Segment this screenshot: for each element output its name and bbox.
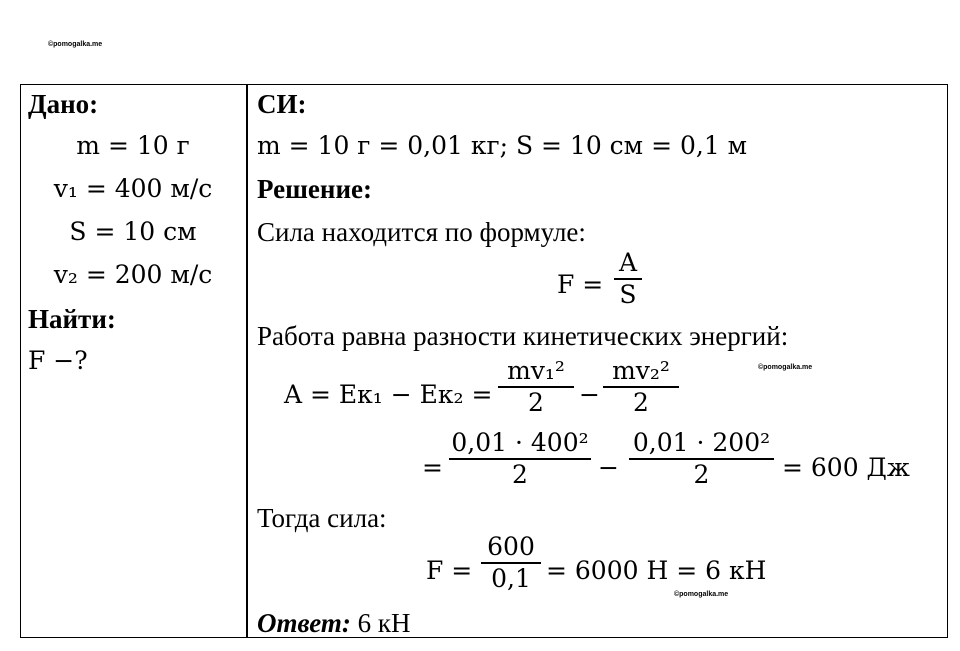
work-fraction-1-denominator: 2 bbox=[528, 388, 544, 417]
force-formula-lhs: F = bbox=[557, 270, 604, 299]
force-formula-fraction bbox=[614, 248, 642, 310]
work-fraction-1-numerator: mv₁² bbox=[507, 356, 565, 385]
force-formula-intro: Сила находится по формуле: bbox=[257, 217, 586, 247]
work-calc-fraction-1 bbox=[449, 428, 591, 490]
work-intro: Работа равна разности кинетических энергий: bbox=[257, 321, 789, 351]
answer-line bbox=[257, 610, 410, 637]
then-force-intro: Тогда сила: bbox=[257, 503, 387, 533]
watermark-bottom: ©pomogalka.me bbox=[674, 591, 729, 598]
final-force-result: = 6000 Н = 6 кН bbox=[546, 556, 767, 585]
work-fraction-2-denominator: 2 bbox=[633, 388, 649, 417]
solution-heading: Решение: bbox=[257, 174, 372, 204]
si-conversion: m = 10 г = 0,01 кг; S = 10 см = 0,1 м bbox=[257, 131, 748, 160]
final-force-numerator: 600 bbox=[487, 532, 535, 561]
work-calc-fraction-2-denominator: 2 bbox=[693, 460, 710, 489]
given-mass: m = 10 г bbox=[76, 131, 190, 160]
column-divider bbox=[246, 84, 248, 638]
final-force-fraction bbox=[481, 532, 541, 594]
force-formula-numerator: A bbox=[618, 248, 638, 277]
work-calc-fraction-2-numerator: 0,01 · 200² bbox=[632, 428, 771, 457]
work-fraction-1 bbox=[498, 356, 574, 418]
si-heading: СИ: bbox=[257, 89, 307, 119]
given-v1: v₁ = 400 м/с bbox=[53, 174, 213, 203]
work-calc-fraction-1-denominator: 2 bbox=[512, 460, 528, 489]
work-calc-eq: = bbox=[422, 453, 443, 482]
final-force-lhs: F = bbox=[426, 556, 473, 585]
work-formula-lhs: A = Eк₁ − Eк₂ = bbox=[284, 380, 493, 409]
given-v2: v₂ = 200 м/с bbox=[53, 260, 213, 289]
work-minus: − bbox=[579, 380, 600, 409]
work-calc-fraction-1-numerator: 0,01 · 400² bbox=[451, 428, 589, 457]
given-distance: S = 10 см bbox=[69, 217, 197, 246]
work-calc-minus: − bbox=[598, 453, 619, 482]
final-force-denominator: 0,1 bbox=[491, 564, 531, 593]
find-value: F −? bbox=[28, 346, 88, 375]
work-calc-result: = 600 Дж bbox=[782, 453, 910, 482]
given-heading: Дано: bbox=[28, 89, 99, 119]
watermark-top: ©pomogalka.me bbox=[48, 41, 103, 48]
force-formula-denominator: S bbox=[619, 280, 637, 309]
find-heading: Найти: bbox=[28, 304, 116, 334]
watermark-middle: ©pomogalka.me bbox=[758, 364, 813, 371]
work-fraction-2-numerator: mv₂² bbox=[612, 356, 670, 385]
answer-value: 6 кН bbox=[357, 608, 411, 638]
work-fraction-2 bbox=[603, 356, 679, 418]
work-calc-fraction-2 bbox=[629, 428, 774, 490]
answer-label: Ответ: bbox=[257, 608, 351, 638]
